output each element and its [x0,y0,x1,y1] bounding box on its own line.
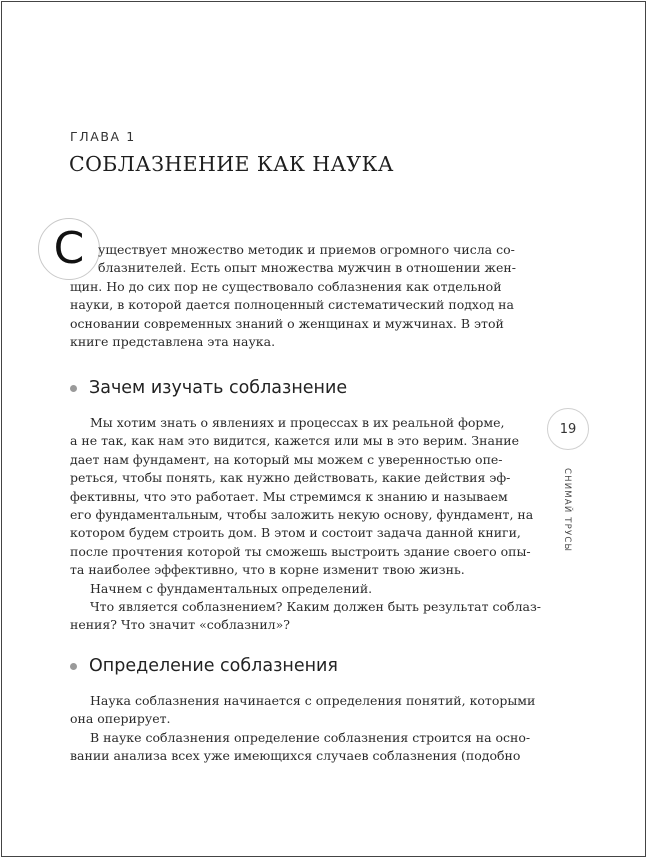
body-line: а не так, как нам это видится, кажется или мы в это верим. Знание [70,433,519,449]
body-line: его фундаментальным, чтобы заложить некую основу, фундамент, на [70,507,534,523]
body-line: реться, чтобы понять, как нужно действовать, какие действия эф- [70,470,511,486]
intro-line: книге представлена эта наука. [70,334,276,350]
page-number-badge: 19 [547,408,589,450]
body-line: котором будем строить дом. В этом и состоит задача данной книги, [70,525,521,541]
section2-body [70,692,536,766]
chapter-label: ГЛАВА 1 [70,129,136,144]
intro-paragraph [70,241,526,351]
body-line: Мы хотим знать о явлениях и процессах в их реальной форме, [90,415,505,430]
body-line: Что является соблазнением? Каким должен быть результат соблаз- [90,599,542,615]
intro-line: основании современных знаний о женщинах и мужчинах. В этой [70,315,504,331]
body-line: она оперирует. [70,711,171,727]
chapter-title: СОБЛАЗНЕНИЕ КАК НАУКА [69,152,394,176]
body-line: нения? Что значит «соблазнил»? [70,617,290,633]
section1-body [70,414,542,635]
intro-line: щин. Но до сих пор не существовало соблазнения как отдельной [70,278,502,294]
body-line: фективны, что это работает. Мы стремимся к знанию и называем [70,488,508,504]
intro-line: науки, в которой дается полноценный систематический подход на [70,297,514,313]
intro-line: блазнителей. Есть опыт множества мужчин в отношении жен- [98,260,516,276]
bullet-icon [70,663,77,670]
section-heading-why-study [70,378,347,398]
drop-cap-letter: С [38,218,100,280]
section-heading-text: Определение соблазнения [89,656,338,676]
bullet-icon [70,385,77,392]
body-line: В науке соблазнения определение соблазнения строится на осно- [90,729,531,745]
intro-line: уществует множество методик и приемов огромного числа со- [98,242,515,257]
running-title: СНИМАЙ ТРУСЫ [562,468,572,553]
section-heading-definition [70,656,338,676]
body-line: Начнем с фундаментальных определений. [90,580,373,596]
body-line: после прочтения которой ты сможешь выстроить здание своего опы- [70,543,531,559]
body-line: Наука соблазнения начинается с определения понятий, которыми [90,693,536,708]
body-line: вании анализа всех уже имеющихся случаев соблазнения (подобно [70,748,521,764]
body-line: дает нам фундамент, на который мы можем с уверенностью опе- [70,451,503,467]
body-line: та наиболее эффективно, что в корне изменит твою жизнь. [70,562,465,578]
section-heading-text: Зачем изучать соблазнение [89,378,348,398]
